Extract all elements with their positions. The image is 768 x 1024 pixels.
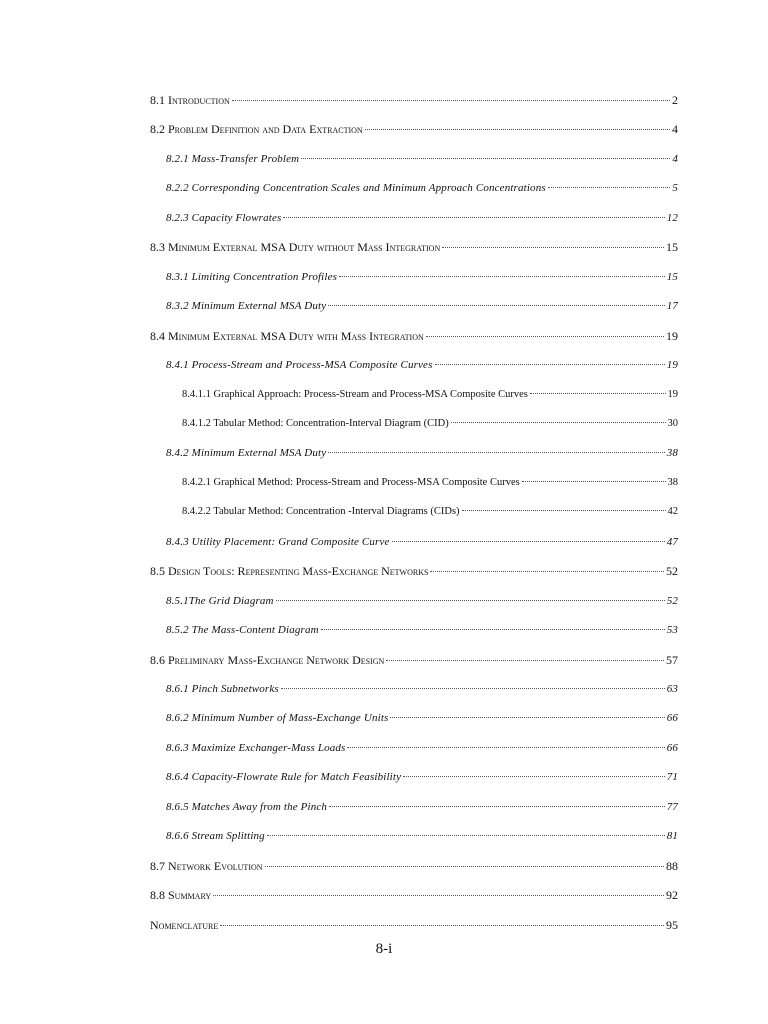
toc-dot-leader xyxy=(462,510,666,511)
toc-entry xyxy=(182,388,678,402)
toc-entry-page: 42 xyxy=(667,506,678,517)
toc-entry-page: 2 xyxy=(672,93,678,107)
toc-entry xyxy=(150,653,678,667)
toc-entry-title: 8.6.5 Matches Away from the Pinch xyxy=(166,801,328,813)
toc-entry-page: 30 xyxy=(667,418,678,429)
toc-entry xyxy=(150,859,678,873)
toc-entry-page: 17 xyxy=(666,300,678,312)
toc-dot-leader xyxy=(220,925,664,926)
toc-dot-leader xyxy=(232,100,670,101)
toc-entry-page: 53 xyxy=(666,624,678,636)
toc-entry xyxy=(166,594,678,608)
toc-entry-page: 38 xyxy=(666,447,678,459)
toc-entry-page: 66 xyxy=(666,712,678,724)
toc-entry xyxy=(150,918,678,932)
toc-dot-leader xyxy=(392,541,665,542)
toc-entry-page: 19 xyxy=(666,359,678,371)
toc-entry-title: 8.4.1 Process-Stream and Process-MSA Composite Curves xyxy=(166,359,433,371)
toc-entry xyxy=(166,623,678,637)
toc-entry-title: 8.4.2 Minimum External MSA Duty xyxy=(166,447,327,459)
toc-dot-leader xyxy=(283,217,664,218)
toc-entry xyxy=(150,93,678,107)
toc-dot-leader xyxy=(281,688,665,689)
toc-entry-page: 88 xyxy=(666,859,678,873)
toc-entry xyxy=(166,299,678,313)
toc-entry-page: 71 xyxy=(666,771,678,783)
toc-entry xyxy=(166,446,678,460)
toc-entry-page: 19 xyxy=(667,389,678,400)
toc-entry-title: 8.2.2 Corresponding Concentration Scales and Minimum Approach Concentrations xyxy=(166,182,546,194)
toc-entry-title: 8.6.2 Minimum Number of Mass-Exchange Units xyxy=(166,712,389,724)
toc-entry xyxy=(166,682,678,696)
toc-dot-leader xyxy=(530,393,666,394)
toc-entry-title: 8.6.4 Capacity-Flowrate Rule for Match Feasibility xyxy=(166,771,402,783)
toc-entry xyxy=(150,240,678,254)
toc-dot-leader xyxy=(301,158,670,159)
toc-dot-leader xyxy=(328,305,664,306)
toc-entry-title: 8.7 Network Evolution xyxy=(150,859,263,873)
toc-dot-leader xyxy=(390,717,664,718)
toc-entry xyxy=(166,181,678,195)
toc-entry xyxy=(150,329,678,343)
toc-entry-title: 8.8 Summary xyxy=(150,888,212,902)
toc-entry-page: 5 xyxy=(672,182,678,194)
toc-entry-title: 8.2.3 Capacity Flowrates xyxy=(166,212,282,224)
toc-entry-title: 8.3.1 Limiting Concentration Profiles xyxy=(166,271,338,283)
toc-dot-leader xyxy=(522,481,666,482)
toc-entry xyxy=(150,122,678,136)
toc-entry-page: 66 xyxy=(666,742,678,754)
toc-entry xyxy=(166,770,678,784)
toc-dot-leader xyxy=(328,452,664,453)
toc-entry-page: 38 xyxy=(667,477,678,488)
toc-dot-leader xyxy=(403,776,665,777)
toc-entry-page: 47 xyxy=(666,536,678,548)
toc-entry-title: 8.2 Problem Definition and Data Extraction xyxy=(150,122,363,136)
toc-entry-page: 15 xyxy=(666,271,678,283)
toc-dot-leader xyxy=(347,747,664,748)
toc-entry-page: 4 xyxy=(672,122,678,136)
toc-entry-page: 15 xyxy=(666,240,678,254)
toc-entry xyxy=(166,152,678,166)
toc-entry-page: 12 xyxy=(666,212,678,224)
toc-entry-page: 52 xyxy=(666,564,678,578)
toc-entry xyxy=(166,535,678,549)
toc-dot-leader xyxy=(435,364,665,365)
toc-dot-leader xyxy=(426,336,664,337)
toc-dot-leader xyxy=(267,835,665,836)
toc-entry-title: 8.5.1The Grid Diagram xyxy=(166,595,274,607)
toc-entry xyxy=(166,358,678,372)
toc-dot-leader xyxy=(365,129,670,130)
toc-dot-leader xyxy=(321,629,665,630)
toc-entry-page: 52 xyxy=(666,595,678,607)
toc-entry-page: 4 xyxy=(672,153,678,165)
toc-entry-title: 8.6.1 Pinch Subnetworks xyxy=(166,683,279,695)
toc-entry-title: 8.4.1.2 Tabular Method: Concentration-Interval Diagram (CID) xyxy=(182,418,449,429)
toc-entry xyxy=(166,741,678,755)
toc-entry-page: 19 xyxy=(666,329,678,343)
toc-dot-leader xyxy=(451,422,666,423)
toc-dot-leader xyxy=(213,895,664,896)
toc-dot-leader xyxy=(548,187,671,188)
toc-entry-title: 8.4.1.1 Graphical Approach: Process-Stream and Process-MSA Composite Curves xyxy=(182,389,528,400)
toc-entry-page: 57 xyxy=(666,653,678,667)
toc-entry xyxy=(182,417,678,431)
page-number: 8-i xyxy=(375,941,393,957)
toc-entry-title: 8.6.6 Stream Splitting xyxy=(166,830,265,842)
toc-entry-page: 95 xyxy=(666,918,678,932)
toc-entry-title: 8.6.3 Maximize Exchanger-Mass Loads xyxy=(166,742,346,754)
toc-entry-page: 77 xyxy=(666,801,678,813)
toc-entry xyxy=(166,800,678,814)
toc-entry-title: 8.5.2 The Mass-Content Diagram xyxy=(166,624,319,636)
toc-dot-leader xyxy=(386,660,664,661)
toc-dot-leader xyxy=(339,276,665,277)
toc-entry xyxy=(166,829,678,843)
toc-entry xyxy=(182,505,678,519)
toc-entry-title: 8.2.1 Mass-Transfer Problem xyxy=(166,153,300,165)
toc-entry-title: 8.4.3 Utility Placement: Grand Composite Curve xyxy=(166,536,390,548)
toc-entry xyxy=(166,211,678,225)
toc-entry-title: Nomenclature xyxy=(150,918,219,932)
toc-entry-title: 8.1 Introduction xyxy=(150,93,230,107)
toc-entry xyxy=(150,564,678,578)
toc-entry-title: 8.3.2 Minimum External MSA Duty xyxy=(166,300,327,312)
toc-entry-title: 8.4.2.2 Tabular Method: Concentration -Interval Diagrams (CIDs) xyxy=(182,506,460,517)
toc-entry-title: 8.4 Minimum External MSA Duty with Mass Integration xyxy=(150,329,424,343)
toc-entry-page: 92 xyxy=(666,888,678,902)
toc-entry xyxy=(166,270,678,284)
toc-entry xyxy=(182,476,678,490)
toc-entry-title: 8.3 Minimum External MSA Duty without Mass Integration xyxy=(150,240,441,254)
toc-dot-leader xyxy=(430,571,664,572)
toc-dot-leader xyxy=(265,866,664,867)
toc-entry-title: 8.4.2.1 Graphical Method: Process-Stream and Process-MSA Composite Curves xyxy=(182,477,520,488)
toc-entry-title: 8.5 Design Tools: Representing Mass-Exchange Networks xyxy=(150,564,429,578)
toc-dot-leader xyxy=(276,600,665,601)
toc-entry xyxy=(150,888,678,902)
toc-entry-title: 8.6 Preliminary Mass-Exchange Network Design xyxy=(150,653,385,667)
toc-dot-leader xyxy=(329,806,665,807)
toc-entry-page: 63 xyxy=(666,683,678,695)
toc-entry-page: 81 xyxy=(666,830,678,842)
toc-dot-leader xyxy=(442,247,664,248)
toc-entry xyxy=(166,711,678,725)
